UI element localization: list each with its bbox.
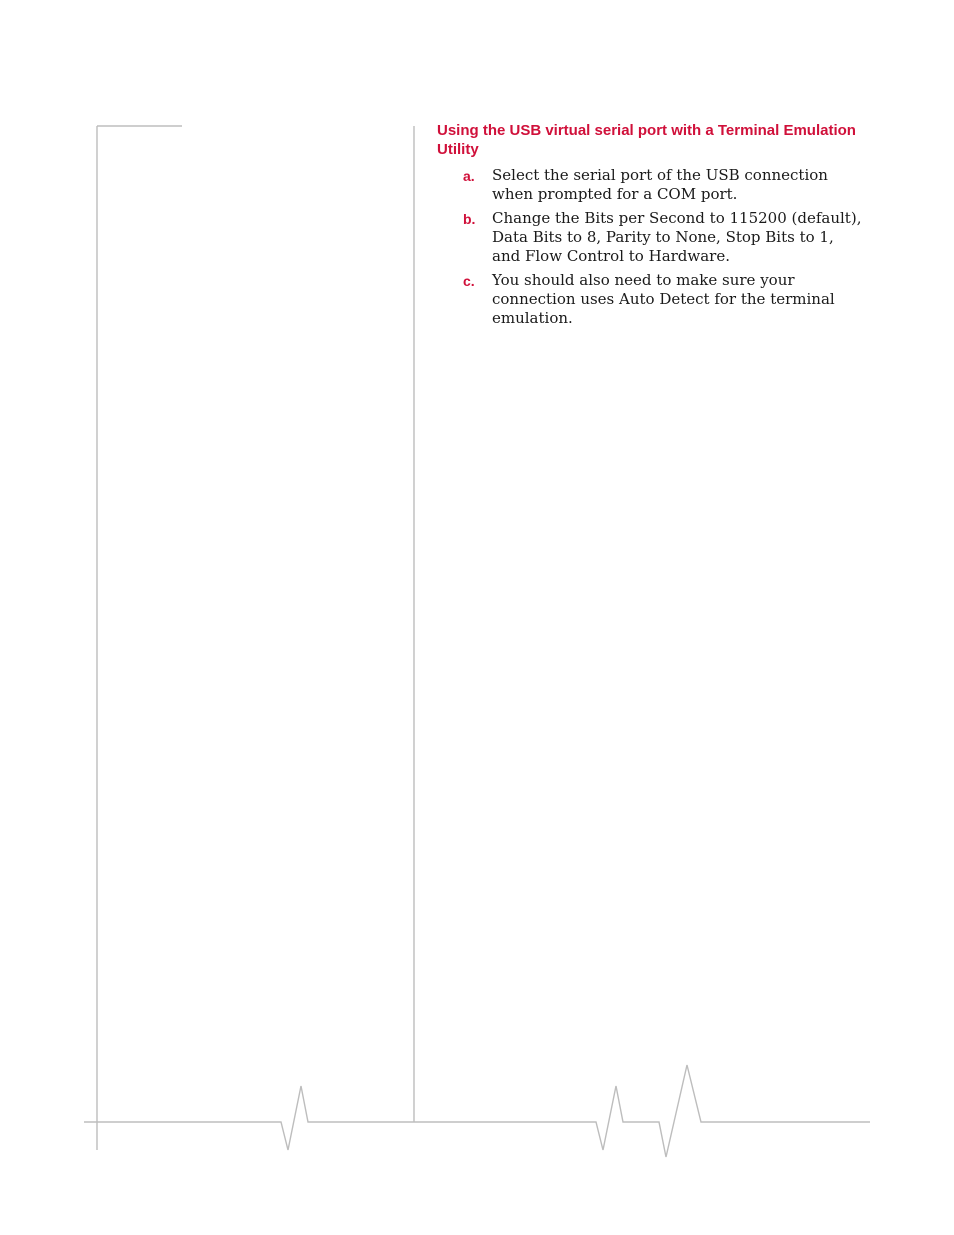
footer-waveform-rule — [84, 1065, 870, 1157]
step-list — [463, 166, 863, 333]
step-text: Select the serial port of the USB connection when prompted for a COM port. — [492, 166, 828, 203]
list-item — [463, 209, 863, 266]
step-marker: c. — [463, 273, 475, 289]
list-item — [463, 166, 863, 204]
step-marker: b. — [463, 211, 476, 227]
step-text: Change the Bits per Second to 115200 (default), Data Bits to 8, Parity to None, Stop Bits to 1, and Flow Control to Hardware. — [492, 209, 862, 265]
list-item — [463, 271, 863, 328]
section-heading: Using the USB virtual serial port with a Terminal Emulation Utility — [437, 122, 856, 158]
step-marker: a. — [463, 168, 475, 184]
step-text: You should also need to make sure your connection uses Auto Detect for the terminal emulation. — [492, 271, 835, 327]
